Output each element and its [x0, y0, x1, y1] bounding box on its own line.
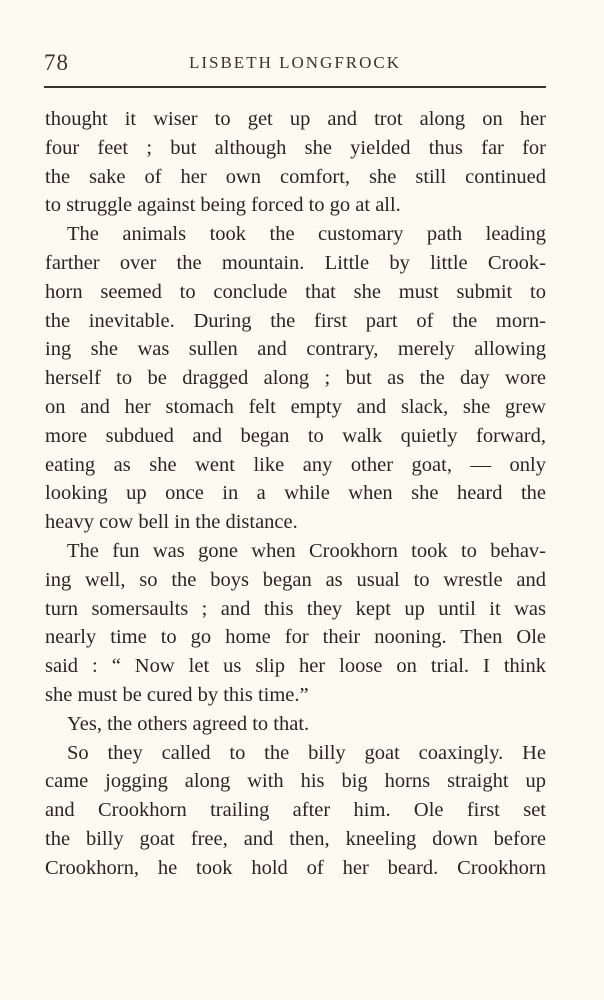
text-line: Crookhorn, he took hold of her beard. Crookhorn: [45, 856, 546, 879]
page-number: 78: [44, 50, 69, 75]
text-line: eating as she went like any other goat, — only: [45, 453, 546, 476]
text-line: The animals took the customary path leading: [67, 223, 546, 246]
text-line: the sake of her own comfort, she still continued: [45, 165, 546, 188]
text-line: turn somersaults ; and this they kept up until it was: [45, 597, 546, 620]
text-line: ing well, so the boys began as usual to wrestle and: [45, 568, 546, 591]
running-head: [44, 50, 546, 80]
text-line: Yes, the others agreed to that.: [67, 712, 310, 735]
text-line: So they called to the billy goat coaxingly. He: [67, 741, 546, 764]
header-rule: [44, 86, 546, 88]
text-line: on and her stomach felt empty and slack, she grew: [45, 395, 546, 418]
body-text: [45, 105, 546, 883]
text-line: and Crookhorn trailing after him. Ole first set: [45, 799, 546, 822]
text-line: four feet ; but although she yielded thus far for: [45, 136, 546, 159]
text-line: ing she was sullen and contrary, merely allowing: [45, 338, 546, 361]
text-line: looking up once in a while when she heard the: [45, 482, 546, 505]
text-line: she must be cured by this time.”: [45, 683, 309, 706]
text-line: said : “ Now let us slip her loose on trial. I think: [45, 655, 546, 678]
text-line: heavy cow bell in the distance.: [45, 511, 298, 534]
text-line: horn seemed to conclude that she must submit to: [45, 280, 546, 303]
text-line: farther over the mountain. Little by little Crook-: [45, 251, 546, 274]
text-line: came jogging along with his big horns straight up: [45, 770, 546, 793]
text-line: to struggle against being forced to go at all.: [45, 194, 401, 217]
text-line: the billy goat free, and then, kneeling down before: [45, 827, 546, 850]
text-line: The fun was gone when Crookhorn took to behav-: [67, 539, 546, 562]
text-line: thought it wiser to get up and trot along on her: [45, 108, 546, 130]
text-line: herself to be dragged along ; but as the day wore: [45, 367, 546, 390]
text-line: more subdued and began to walk quietly forward,: [45, 424, 546, 447]
running-title: LISBETH LONGFROCK: [188, 53, 402, 72]
text-line: the inevitable. During the first part of the morn-: [45, 309, 546, 332]
text-line: nearly time to go home for their nooning. Then Ole: [45, 626, 546, 649]
